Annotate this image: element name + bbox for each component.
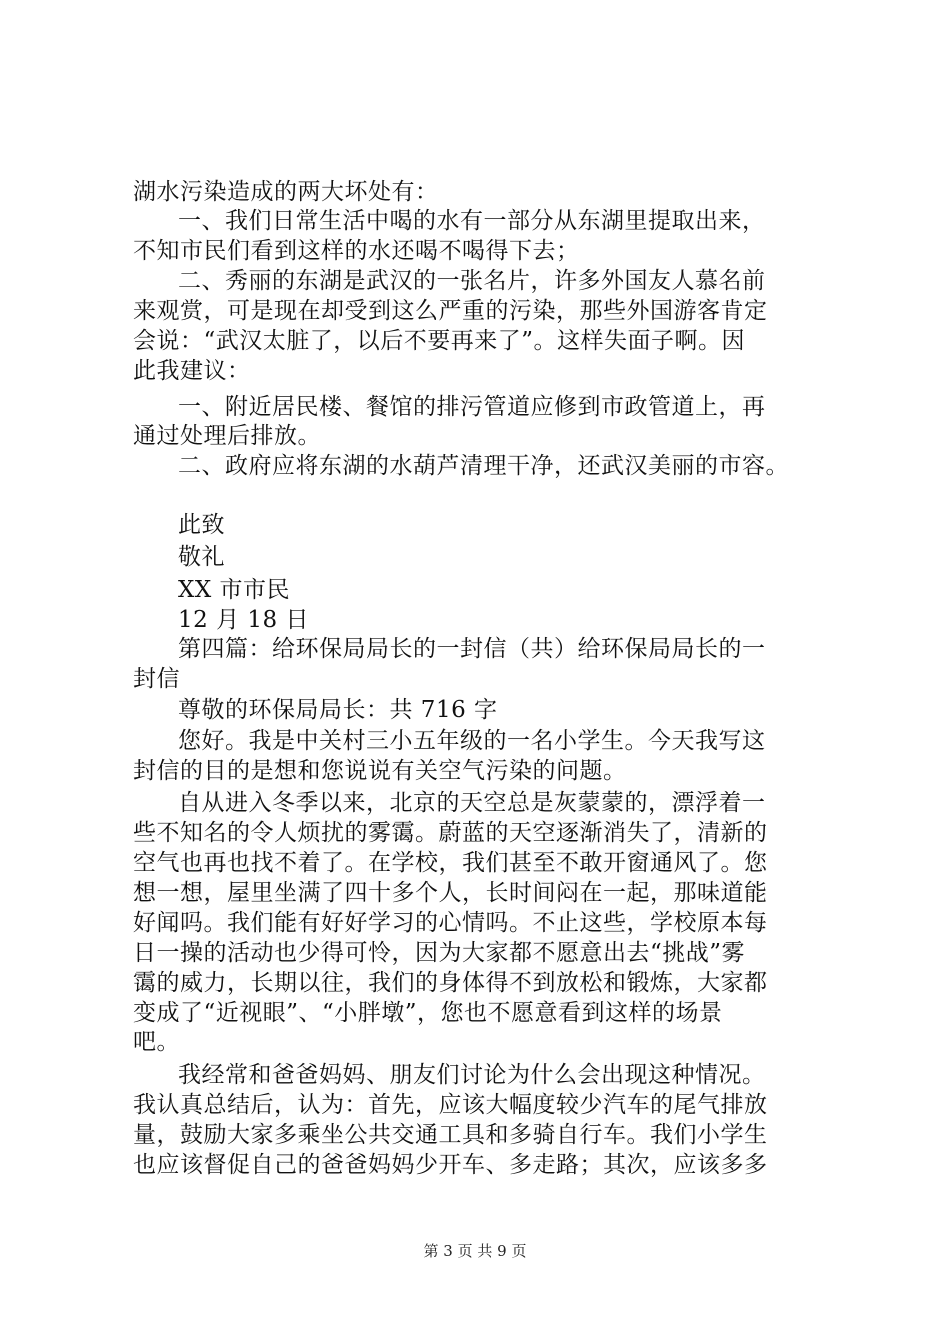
text-line: 变成了“近视眼”、“小胖墩”，您也不愿意看到这样的场景 xyxy=(133,1000,723,1026)
text-line: 日一操的活动也少得可怜，因为大家都不愿意出去“挑战”雾 xyxy=(133,940,746,966)
text-line: 二、政府应将东湖的水葫芦清理干净，还武汉美丽的市容。 xyxy=(178,453,789,479)
text-line: 我认真总结后，认为：首先，应该大幅度较少汽车的尾气排放 xyxy=(133,1092,768,1118)
text-line: 此致 xyxy=(178,512,225,538)
text-line: 此我建议： xyxy=(133,358,251,384)
text-line: 来观赏，可是现在却受到这么严重的污染，那些外国游客肯定 xyxy=(133,298,768,324)
text-line: 好闻吗。我们能有好好学习的心情吗。不止这些，学校原本每 xyxy=(133,910,768,936)
text-line: 量，鼓励大家多乘坐公共交通工具和多骑自行车。我们小学生 xyxy=(133,1122,768,1148)
text-line: XX 市市民 xyxy=(178,577,291,603)
text-line: 封信的目的是想和您说说有关空气污染的问题。 xyxy=(133,758,627,784)
text-line: 湖水污染造成的两大坏处有： xyxy=(133,179,439,205)
text-line: 吧。 xyxy=(133,1029,180,1055)
text-line: 尊敬的环保局局长：共 716 字 xyxy=(178,697,498,723)
page-footer: 第 3 页 共 9 页 xyxy=(423,1242,527,1260)
text-line: 我经常和爸爸妈妈、朋友们讨论为什么会出现这种情况。 xyxy=(178,1062,766,1088)
text-line: 封信 xyxy=(133,666,180,692)
text-line: 12 月 18 日 xyxy=(178,607,309,633)
text-line: 通过处理后排放。 xyxy=(133,423,321,449)
text-line: 些不知名的令人烦扰的雾霭。蔚蓝的天空逐渐消失了，清新的 xyxy=(133,820,768,846)
text-line: 一、附近居民楼、餐馆的排污管道应修到市政管道上，再 xyxy=(178,394,766,420)
text-line: 二、秀丽的东湖是武汉的一张名片，许多外国友人慕名前 xyxy=(178,268,766,294)
text-line: 会说：“武汉太脏了，以后不要再来了”。这样失面子啊。因 xyxy=(133,328,746,354)
text-line: 自从进入冬季以来，北京的天空总是灰蒙蒙的，漂浮着一 xyxy=(178,790,766,816)
text-line: 一、我们日常生活中喝的水有一部分从东湖里提取出来， xyxy=(178,208,766,234)
text-line: 也应该督促自己的爸爸妈妈少开车、多走路；其次，应该多多 xyxy=(133,1152,768,1178)
text-line: 不知市民们看到这样的水还喝不喝得下去； xyxy=(133,238,580,264)
text-line: 空气也再也找不着了。在学校，我们甚至不敢开窗通风了。您 xyxy=(133,850,768,876)
text-line: 想一想，屋里坐满了四十多个人，长时间闷在一起，那味道能 xyxy=(133,880,768,906)
text-line: 第四篇：给环保局局长的一封信（共）给环保局局长的一 xyxy=(178,636,766,662)
text-line: 您好。我是中关村三小五年级的一名小学生。今天我写这 xyxy=(178,728,766,754)
text-line: 霭的威力，长期以往，我们的身体得不到放松和锻炼，大家都 xyxy=(133,970,768,996)
text-line: 敬礼 xyxy=(178,544,225,570)
